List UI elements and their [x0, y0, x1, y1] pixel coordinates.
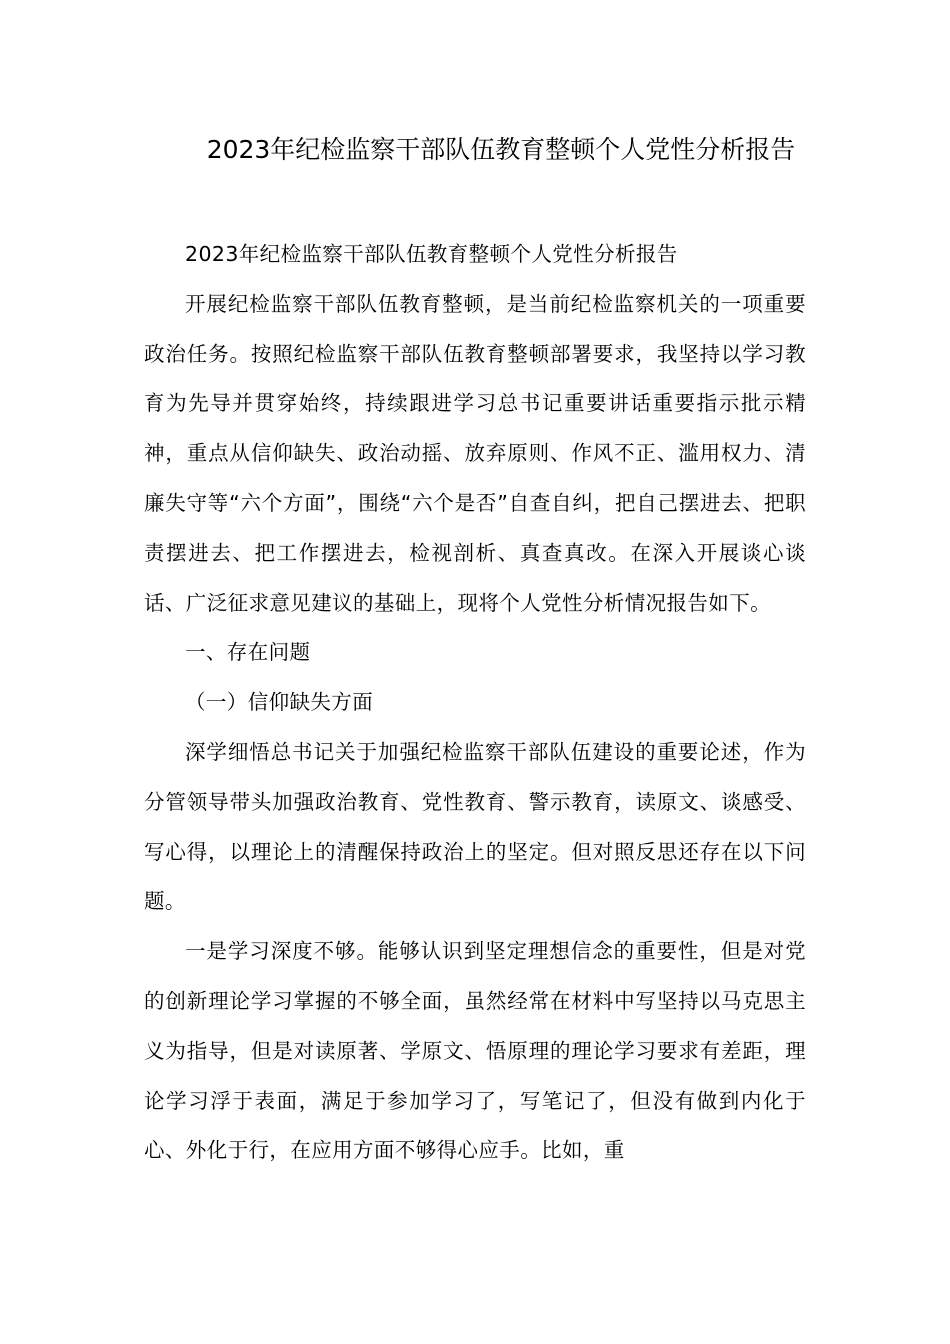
document-title: 2023年纪检监察干部队伍教育整顿个人党性分析报告 [206, 135, 796, 164]
intro-paragraph: 开展纪检监察干部队伍教育整顿，是当前纪检监察机关的一项重要政治任务。按照纪检监察干部队伍教育整顿部署要求，我坚持以学习教育为先导并贯穿始终，持续跟进学习总书记重要讲话重要指示批示精神，重点从信仰缺失、政治动摇、放弃原则、作风不正、滥用权力、清廉失守等“六个方面”，围绕“六个是否”自查自纠，把自己摆进去、把职责摆进去、把工作摆进去，检视剖析、真查真改。在深入开展谈心谈话、广泛征求意见建议的基础上，现将个人党性分析情况报告如下。 [144, 291, 806, 615]
document-body [144, 230, 806, 1176]
body-paragraph: 深学细悟总书记关于加强纪检监察干部队伍建设的重要论述，作为分管领导带头加强政治教育、党性教育、警示教育，读原文、谈感受、写心得，以理论上的清醒保持政治上的坚定。但对照反思还存在以下问题。 [144, 739, 806, 914]
section-heading: 一、存在问题 [185, 640, 311, 665]
subsection-heading: （一）信仰缺失方面 [185, 690, 374, 715]
subtitle-paragraph: 2023年纪检监察干部队伍教育整顿个人党性分析报告 [185, 242, 678, 266]
body-paragraph: 一是学习深度不够。能够认识到坚定理想信念的重要性，但是对党的创新理论学习掌握的不够全面，虽然经常在材料中写坚持以马克思主义为指导，但是对读原著、学原文、悟原理的理论学习要求有差距，理论学习浮于表面，满足于参加学习了，写笔记了，但没有做到内化于心、外化于行，在应用方面不够得心应手。比如，重 [144, 939, 806, 1163]
